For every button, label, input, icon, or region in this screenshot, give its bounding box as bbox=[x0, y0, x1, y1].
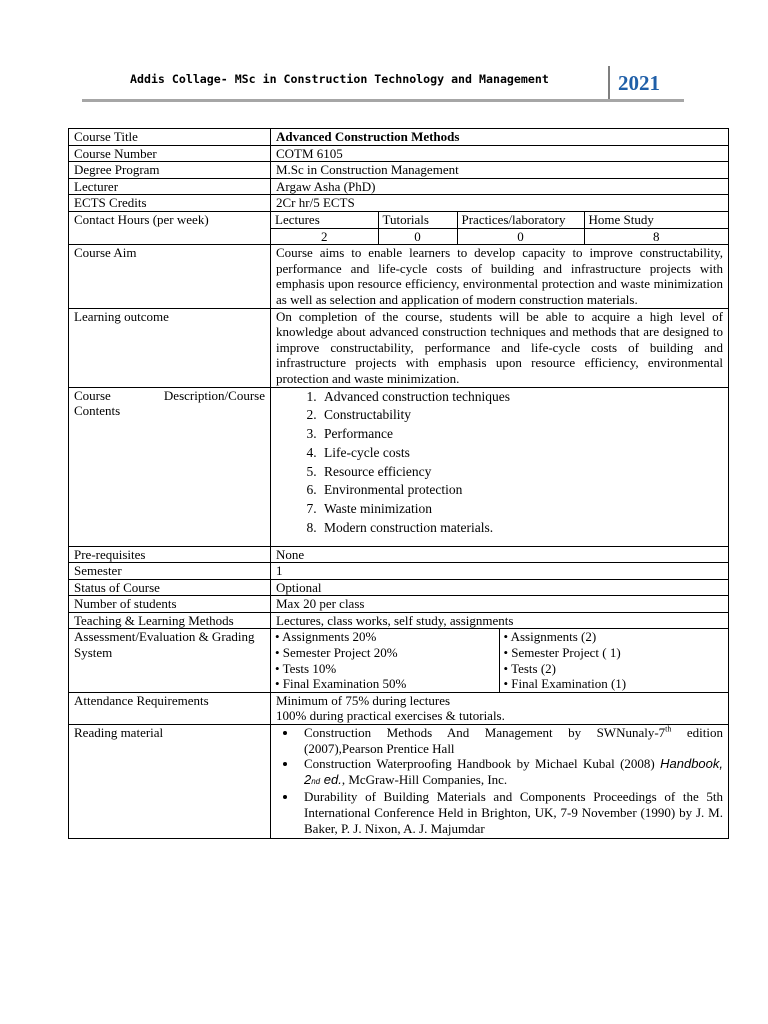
assessment-weight-item: • Final Examination 50% bbox=[275, 676, 407, 692]
reading-italic-text: Handbook, 2 bbox=[304, 756, 723, 787]
row-teaching-methods bbox=[69, 612, 729, 629]
list-item: 4. Life-cycle costs bbox=[320, 444, 723, 463]
course-contents-label bbox=[69, 387, 271, 546]
contact-hours-header: Tutorials bbox=[378, 212, 457, 228]
learning-outcome-value: On completion of the course, students will be able to acquire a high level of knowledge about advanced construction techniques and methods that are designed to improve constructability, performance and life-cycle costs of building and infrastructure projects with emphasis upon resource efficiency, environmental protection and waste minimization. bbox=[271, 308, 729, 387]
reading-subscript: nd bbox=[311, 776, 321, 786]
assessment-weight-item: • Assignments 20% bbox=[275, 629, 377, 645]
methods-value: Lectures, class works, self study, assignments bbox=[271, 612, 729, 629]
degree-program-label: Degree Program bbox=[69, 162, 271, 179]
contact-hours-label: Contact Hours (per week) bbox=[69, 211, 271, 244]
course-table bbox=[68, 128, 729, 839]
assessment-table bbox=[271, 629, 728, 691]
list-item: • Durability of Building Materials and Components Proceedings of the 5th International Conference Held in Brighton, UK, 7-9 November (1990) by J. M. Baker, P. J. Nixon, A. J. Majumdar bbox=[298, 789, 723, 836]
reading-label: Reading material bbox=[69, 725, 271, 839]
contact-hours-cell bbox=[271, 211, 729, 244]
degree-program-value: M.Sc in Construction Management bbox=[271, 162, 729, 179]
learning-outcome-label: Learning outcome bbox=[69, 308, 271, 387]
students-label: Number of students bbox=[69, 596, 271, 613]
contact-hours-value: 8 bbox=[584, 228, 728, 244]
course-title-label: Course Title bbox=[69, 129, 271, 146]
attendance-line: 100% during practical exercises & tutorials. bbox=[276, 708, 505, 724]
reading-text: Construction Waterproofing Handbook by Michael Kubal (2008) bbox=[304, 756, 661, 772]
assessment-count-item: • Semester Project ( 1) bbox=[503, 645, 621, 661]
header-title: Addis Collage- MSc in Construction Technology and Management bbox=[130, 72, 549, 86]
list-item: 6. Environmental protection bbox=[320, 481, 723, 500]
attendance-line: Minimum of 75% during lectures bbox=[276, 692, 451, 708]
methods-label: Teaching & Learning Methods bbox=[69, 612, 271, 629]
contact-hours-header: Home Study bbox=[584, 212, 728, 228]
ects-label: ECTS Credits bbox=[69, 195, 271, 212]
contact-hours-header-row bbox=[271, 212, 728, 228]
row-ects bbox=[69, 195, 729, 212]
prerequisites-label: Pre-requisites bbox=[69, 546, 271, 563]
course-number-label: Course Number bbox=[69, 145, 271, 162]
list-item: 1. Advanced construction techniques bbox=[320, 388, 723, 407]
assessment-weights bbox=[271, 629, 499, 691]
reading-superscript: th bbox=[665, 724, 672, 734]
assessment-counts bbox=[499, 629, 728, 691]
lecturer-label: Lecturer bbox=[69, 178, 271, 195]
contact-hours-value: 0 bbox=[457, 228, 584, 244]
course-title-value bbox=[271, 129, 729, 146]
contact-hours-value: 0 bbox=[378, 228, 457, 244]
course-aim-label: Course Aim bbox=[69, 245, 271, 308]
list-item: 8. Modern construction materials. bbox=[320, 519, 723, 538]
reading-text: , McGraw-Hill Companies, Inc. bbox=[341, 771, 508, 787]
assessment-count-item: • Assignments (2) bbox=[503, 629, 597, 645]
reading-italic-text: ed. bbox=[320, 771, 342, 787]
status-value: Optional bbox=[271, 579, 729, 596]
course-aim-value: Course aims to enable learners to develop capacity to improve constructability, performance and life-cycle costs of building and infrastructure projects with emphasis upon resource efficiency, environmental protection and waste minimization as well as selection and application of modern construction materials. bbox=[271, 245, 729, 308]
course-title-text: Advanced Construction Methods bbox=[276, 129, 460, 144]
assessment-count-item: • Tests (2) bbox=[503, 660, 557, 676]
list-item: 2. Constructability bbox=[320, 406, 723, 425]
assessment-weight-item: • Semester Project 20% bbox=[275, 645, 398, 661]
reading-text: edition (2007),Pearson Prentice Hall bbox=[304, 725, 723, 756]
status-label: Status of Course bbox=[69, 579, 271, 596]
reading-value bbox=[271, 725, 729, 839]
header-year: 2021 bbox=[618, 71, 660, 95]
row-learning-outcome bbox=[69, 308, 729, 387]
course-contents-label-line2: Contents bbox=[74, 403, 121, 419]
contact-hours-value: 2 bbox=[271, 228, 378, 244]
contact-hours-header: Practices/laboratory bbox=[457, 212, 584, 228]
assessment-weight-item: • Tests 10% bbox=[275, 660, 337, 676]
course-contents-label-line1 bbox=[74, 388, 265, 404]
reading-text: Construction Methods And Management by SWNunaly-7 bbox=[304, 725, 666, 741]
prerequisites-value: None bbox=[271, 546, 729, 563]
course-contents-list bbox=[276, 388, 723, 538]
contact-hours-value-row bbox=[271, 228, 728, 244]
reading-list bbox=[276, 725, 723, 836]
ects-value: 2Cr hr/5 ECTS bbox=[271, 195, 729, 212]
row-semester bbox=[69, 563, 729, 580]
list-item: 3. Performance bbox=[320, 425, 723, 444]
list-item: 7. Waste minimization bbox=[320, 500, 723, 519]
contact-hours-header: Lectures bbox=[271, 212, 378, 228]
list-item: 5. Resource efficiency bbox=[320, 463, 723, 482]
list-item bbox=[298, 756, 723, 789]
list-item bbox=[298, 725, 723, 756]
row-attendance bbox=[69, 692, 729, 724]
header-divider bbox=[608, 66, 610, 99]
row-prerequisites bbox=[69, 546, 729, 563]
assessment-cell bbox=[271, 629, 729, 692]
row-course-number bbox=[69, 145, 729, 162]
semester-value: 1 bbox=[271, 563, 729, 580]
assessment-label: Assessment/Evaluation & Grading System bbox=[69, 629, 271, 692]
attendance-value bbox=[271, 692, 729, 724]
course-contents-value bbox=[271, 387, 729, 546]
assessment-count-item: • Final Examination (1) bbox=[503, 676, 627, 692]
row-contact-hours bbox=[69, 211, 729, 244]
row-lecturer bbox=[69, 178, 729, 195]
contact-hours-table bbox=[271, 212, 728, 244]
page-header bbox=[82, 62, 684, 102]
row-course-title bbox=[69, 129, 729, 146]
course-contents-label-right: Description/Course bbox=[163, 387, 265, 403]
header-rule bbox=[82, 99, 684, 102]
row-status bbox=[69, 579, 729, 596]
row-course-contents bbox=[69, 387, 729, 546]
row-assessment bbox=[69, 629, 729, 692]
row-degree-program bbox=[69, 162, 729, 179]
semester-label: Semester bbox=[69, 563, 271, 580]
course-contents-label-left: Course bbox=[74, 387, 111, 403]
lecturer-value: Argaw Asha (PhD) bbox=[271, 178, 729, 195]
row-reading-material bbox=[69, 725, 729, 839]
attendance-label: Attendance Requirements bbox=[69, 692, 271, 724]
students-value: Max 20 per class bbox=[271, 596, 729, 613]
course-number-value: COTM 6105 bbox=[271, 145, 729, 162]
row-number-of-students bbox=[69, 596, 729, 613]
row-course-aim bbox=[69, 245, 729, 308]
assessment-row bbox=[271, 629, 728, 691]
